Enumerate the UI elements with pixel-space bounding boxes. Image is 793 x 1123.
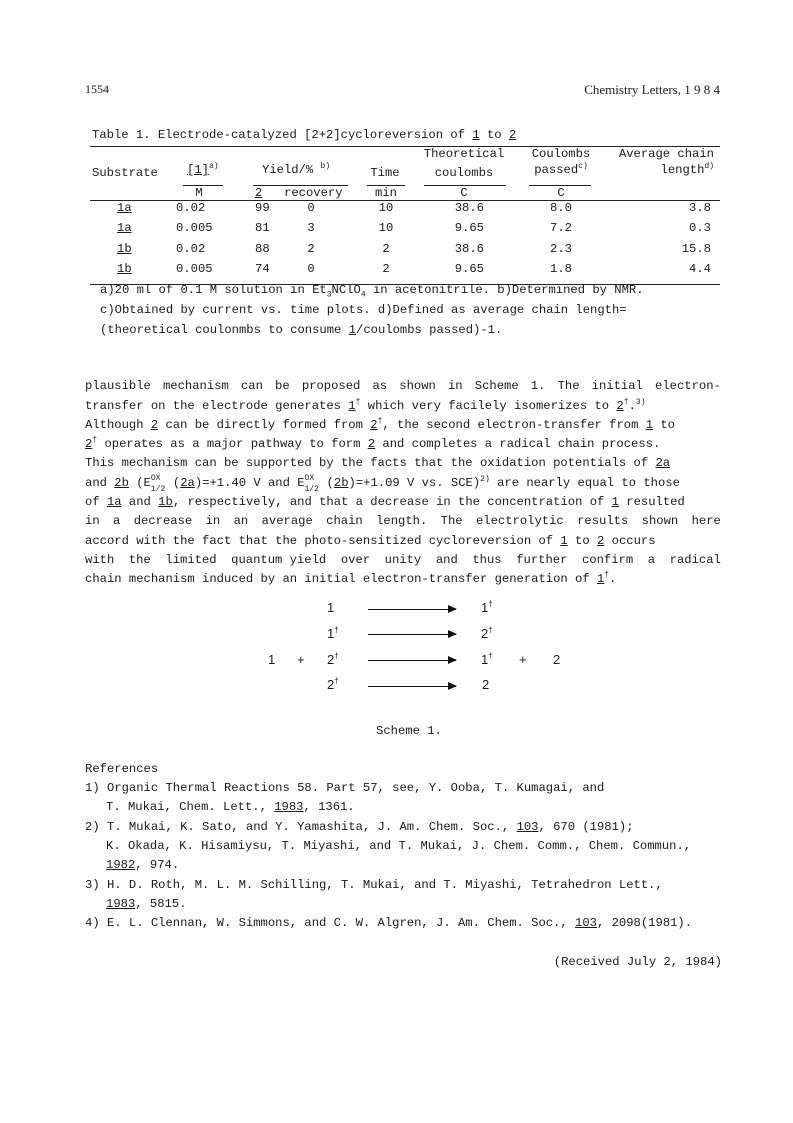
cell-time: 2: [382, 242, 390, 256]
received-date: (Received July 2, 1984): [553, 955, 722, 969]
col-header-substrate: Substrate: [92, 166, 158, 180]
references-heading: References: [85, 762, 159, 776]
word: Scheme: [474, 379, 519, 393]
scheme-r3-d: 2: [553, 652, 561, 667]
cell-conc: 0.02: [176, 201, 206, 215]
word: confirm: [581, 553, 634, 567]
cell-conc: 0.005: [176, 221, 213, 235]
scheme-r1-right: 1†: [481, 599, 493, 615]
cell-passed: 2.3: [550, 242, 572, 256]
word: unity: [384, 553, 422, 567]
body-line-4: 2† operates as a major pathway to form 2 and completes a radical chain process.: [85, 435, 661, 451]
cell-substrate: 1b: [117, 262, 132, 276]
scheme-r3-c: 1†: [481, 651, 493, 667]
reference-4: 4) E. L. Clennan, W. Simmons, and C. W. Algren, J. Am. Chem. Soc., 103, 2098(1981).: [85, 916, 693, 930]
cell-yield2: 81: [255, 221, 270, 235]
word: average: [261, 514, 313, 528]
body-line-6: and 2b (E OX 1/2 (2a)=+1.40 V and E OX 1/2 (2b)=+1.09 V vs. SCE)$^{2)}$ are nearly equal to those: [85, 473, 680, 494]
col-unit-conc: M: [195, 186, 203, 200]
scheme-arrow-3: [368, 660, 456, 661]
word: thus: [472, 553, 502, 567]
word: shown: [641, 514, 679, 528]
cell-recovery: 0: [307, 201, 315, 215]
cell-theo: 9.65: [454, 221, 484, 235]
body-line-2: transfer on the electrode generates 1† which very facilely isomerizes to 2†.$^{3)}$: [85, 397, 646, 413]
cell-length: 0.3: [689, 221, 711, 235]
cell-time: 10: [378, 221, 394, 235]
word: limited: [165, 553, 217, 567]
word: plausible: [85, 379, 151, 393]
col-header-average: Average chain: [618, 147, 714, 161]
cell-substrate: 1a: [117, 201, 132, 215]
table-note-3: (theoretical coulonmbs to consume 1/coulombs passed)-1.: [100, 323, 503, 337]
word: electron-: [655, 379, 721, 393]
body-line-5: This mechanism can be supported by the facts that the oxidation potentials of 2a: [85, 456, 671, 470]
scheme-r3-plus: +: [297, 652, 305, 667]
body-line-3: Although 2 can be directly formed from 2†, the second electron-transfer from 1 to: [85, 416, 675, 432]
word: The: [440, 514, 463, 528]
body-line-10: [85, 553, 721, 567]
col-unit-theo: C: [460, 186, 468, 200]
reference-1-cont: T. Mukai, Chem. Lett., 1983, 1361.: [106, 800, 355, 814]
body-line-7: of 1a and 1b, respectively, and that a decrease in the concentration of 1 resulted: [85, 495, 685, 509]
scheme-r3-b: 2†: [327, 651, 339, 667]
word: an: [233, 514, 249, 528]
cell-passed: 8.0: [550, 201, 572, 215]
word: decrease: [133, 514, 193, 528]
word: electrolytic: [475, 514, 564, 528]
word: the: [128, 553, 151, 567]
body-line-1: [85, 379, 721, 393]
table-caption: Table 1. Electrode-catalyzed [2+2]cycloreversion of 1 to 2: [92, 128, 517, 142]
cell-passed: 7.2: [550, 221, 572, 235]
word: mechanism: [162, 379, 229, 393]
cell-conc: 0.02: [176, 242, 206, 256]
word: quantum yield: [231, 553, 327, 567]
word: radical: [669, 553, 721, 567]
cell-passed: 1.8: [550, 262, 572, 276]
scheme-caption: Scheme 1.: [376, 724, 442, 738]
word: initial: [591, 379, 643, 393]
word: a: [113, 514, 121, 528]
cell-length: 3.8: [689, 201, 711, 215]
cell-yield2: 74: [255, 262, 270, 276]
journal-header: Chemistry Letters, 1 9 8 4: [584, 82, 720, 97]
cell-length: 4.4: [689, 262, 711, 276]
col-header-time: Time: [370, 166, 400, 180]
word: in: [205, 514, 221, 528]
word: further: [516, 553, 568, 567]
col-header-yield: Yield/% $^{b)}$: [262, 161, 331, 177]
cell-substrate: 1b: [117, 242, 132, 256]
cell-length: 15.8: [681, 242, 711, 256]
cell-recovery: 2: [307, 242, 315, 256]
cell-theo: 38.6: [454, 242, 484, 256]
cell-theo: 9.65: [454, 262, 484, 276]
scheme-r4-left: 2†: [327, 676, 339, 692]
word: The: [557, 379, 580, 393]
scheme-r1-left: 1: [327, 600, 335, 615]
word: here: [691, 514, 721, 528]
cell-substrate: 1a: [117, 221, 132, 235]
col-header-conc: $[1]^{a)}$: [187, 161, 219, 177]
cell-yield2: 99: [255, 201, 270, 215]
reference-2: 2) T. Mukai, K. Sato, and Y. Yamashita, J. Am. Chem. Soc., 103, 670 (1981);: [85, 820, 634, 834]
table-note-1: a)20 ml of 0.1 M solution in $Et_3NClO_4$ in acetonitrile. b)Determined by NMR.: [100, 283, 644, 300]
word: over: [340, 553, 371, 567]
word: 1.: [530, 379, 546, 393]
word: chain: [326, 514, 363, 528]
col-header-coulombs: coulombs: [434, 166, 494, 180]
word: in: [447, 379, 463, 393]
col-header-passed: passed$^{c)}$: [534, 161, 588, 177]
scheme-r2-right: 2†: [481, 625, 493, 641]
body-line-8: [85, 514, 721, 528]
cell-recovery: 0: [307, 262, 315, 276]
word: with: [85, 553, 115, 567]
body-line-9: accord with the fact that the photo-sensitized cycloreversion of 1 to 2 occurs: [85, 534, 656, 548]
col-unit-time: min: [375, 186, 397, 200]
reference-3: 3) H. D. Roth, M. L. M. Schilling, T. Mukai, and T. Miyashi, Tetrahedron Lett.,: [85, 878, 663, 892]
col-header-theoretical: Theoretical: [423, 147, 505, 161]
word: results: [577, 514, 629, 528]
scheme-r3-a: 1: [268, 652, 276, 667]
cell-time: 10: [378, 201, 394, 215]
col-unit-coul: C: [557, 186, 565, 200]
cell-theo: 38.6: [454, 201, 484, 215]
word: can: [240, 379, 263, 393]
table-note-2: c)Obtained by current vs. time plots. d)Defined as average chain length=: [100, 303, 627, 317]
col-sub-yield: 2: [255, 186, 263, 200]
cell-time: 2: [382, 262, 390, 276]
word: length.: [376, 514, 428, 528]
scheme-r3-plus2: +: [519, 652, 527, 667]
scheme-arrow-2: [368, 634, 456, 635]
reference-2-cont: K. Okada, K. Hisamiysu, T. Miyashi, and T. Mukai, J. Chem. Comm., Chem. Commun.,: [106, 839, 692, 853]
reference-2-cont-2: 1982, 974.: [106, 858, 180, 872]
scheme-r2-left: 1†: [327, 625, 339, 641]
scheme-arrow-1: [368, 609, 456, 610]
cell-conc: 0.005: [176, 262, 213, 276]
reference-3-cont: 1983, 5815.: [106, 897, 187, 911]
conc-unit-rule: [183, 185, 223, 186]
scheme-r4-right: 2: [482, 677, 490, 692]
cell-recovery: 3: [307, 221, 315, 235]
reference-1: 1) Organic Thermal Reactions 58. Part 57, see, Y. Ooba, T. Kumagai, and: [85, 781, 605, 795]
word: proposed: [301, 379, 361, 393]
page-number: 1554: [85, 82, 109, 96]
col-header-coulombs-passed: Coulombs: [531, 147, 591, 161]
word: and: [435, 553, 458, 567]
word: a: [647, 553, 656, 567]
col-sub-recovery: recovery: [284, 186, 343, 200]
word: shown: [399, 379, 436, 393]
scheme-arrow-4: [368, 686, 456, 687]
body-line-11: chain mechanism induced by an initial electron-transfer generation of 1†.: [85, 570, 617, 586]
word: as: [372, 379, 388, 393]
word: in: [85, 514, 100, 528]
col-header-length: length$^{d)}$: [660, 161, 714, 177]
cell-yield2: 88: [255, 242, 270, 256]
word: be: [275, 379, 290, 393]
